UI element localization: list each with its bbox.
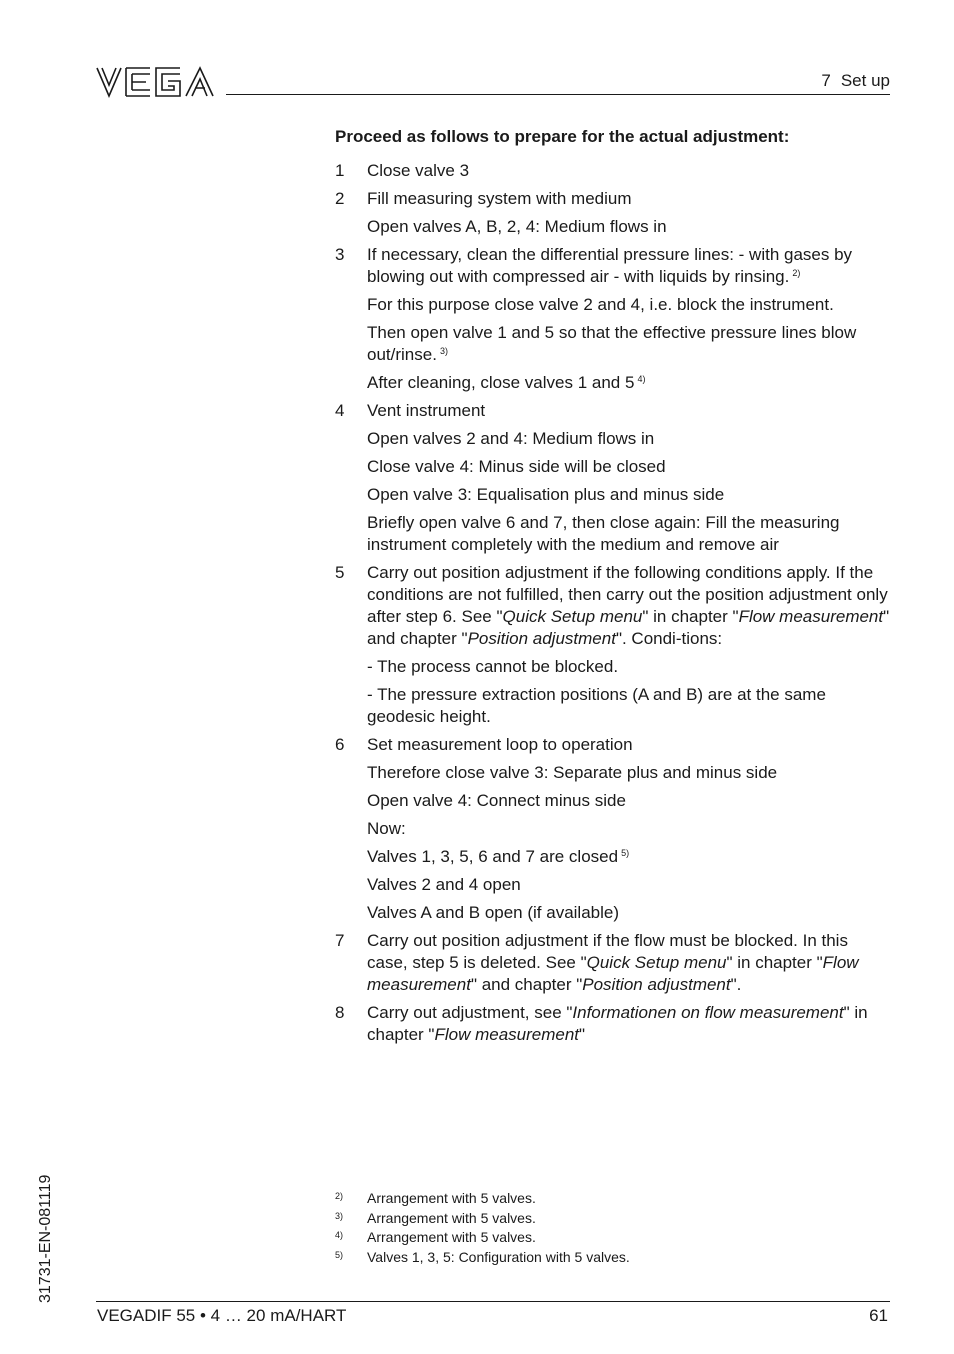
footnote-mark: 3): [335, 1210, 344, 1221]
step-text-run: Carry out position adjustment if the flow must be blocked. In this case, step 5 is deleted. See ": [367, 931, 848, 972]
step-text-run: " and chapter ": [470, 975, 583, 994]
header-rule: [226, 94, 890, 95]
section-heading: [821, 71, 890, 91]
step-text: Open valves 2 and 4: Medium flows in: [367, 429, 655, 448]
step-number: 2: [335, 189, 345, 208]
step-1: [335, 160, 891, 182]
step-number: 7: [335, 931, 345, 950]
step-text: Open valve 3: Equalisation plus and minus side: [367, 485, 725, 504]
step-text-run: ": [579, 1025, 586, 1044]
step-text-run: ". Condi-tions:: [615, 629, 723, 648]
footnote-mark: 2): [335, 1191, 344, 1201]
section-number: 7: [821, 71, 831, 90]
footnote-text: Arrangement with 5 valves.: [367, 1229, 536, 1245]
document-code: 31731-EN-081119: [37, 1174, 54, 1303]
step-text: Valves 2 and 4 open: [367, 875, 521, 894]
section-title: Set up: [840, 71, 890, 90]
step-text: [367, 244, 891, 288]
lead-heading: Proceed as follows to prepare for the actual adjustment:: [335, 127, 790, 146]
step-text: Close valve 3: [367, 161, 470, 180]
step-text: Open valve 4: Connect minus side: [367, 791, 626, 810]
main-content: [335, 126, 891, 1052]
footnotes: [335, 1189, 891, 1267]
footnote: [335, 1189, 891, 1209]
step-text-run: Then open valve 1 and 5 so that the effective pressure lines blow out/rinse.: [367, 323, 857, 364]
step-number: 1: [335, 161, 345, 180]
step-number: 3: [335, 245, 345, 264]
footnote-text: Arrangement with 5 valves.: [367, 1190, 536, 1206]
step-text: Fill measuring system with medium: [367, 189, 632, 208]
step-text: [367, 846, 891, 868]
step-text: Briefly open valve 6 and 7, then close again: Fill the measuring instrument completely with the medium and remove air: [367, 513, 840, 554]
step-number: 5: [335, 563, 345, 582]
step-number: 4: [335, 401, 345, 420]
step-text-run: Carry out position adjustment if the following conditions apply. If the conditions are not fulfilled, then carry out the position adjustment only after step 6. See ": [367, 563, 888, 626]
step-text: Valves A and B open (if available): [367, 903, 620, 922]
section-reference: Informationen on flow measurement: [572, 1003, 844, 1022]
chapter-reference: Flow measurement: [434, 1025, 580, 1044]
condition-text: - The pressure extraction positions (A and B) are at the same geodesic height.: [367, 685, 826, 726]
step-text-run: Valves 1, 3, 5, 6 and 7 are closed: [367, 847, 619, 866]
step-text-run: Carry out adjustment, see ": [367, 1003, 573, 1022]
chapter-reference: Flow measurement: [738, 607, 884, 626]
step-text: Open valves A, B, 2, 4: Medium flows in: [367, 217, 667, 236]
step-text: [367, 1002, 891, 1046]
step-text: Vent instrument: [367, 401, 486, 420]
step-5: [335, 562, 891, 728]
footnote: [335, 1248, 891, 1268]
step-4: [335, 400, 891, 556]
menu-reference: Quick Setup menu: [586, 953, 727, 972]
step-text: Therefore close valve 3: Separate plus and minus side: [367, 763, 778, 782]
step-text-run: " in chapter ": [726, 953, 823, 972]
step-text-run: " in chapter ": [367, 1003, 868, 1044]
menu-reference: Quick Setup menu: [502, 607, 643, 626]
step-3: [335, 244, 891, 394]
step-text: [367, 930, 891, 996]
step-text: [367, 322, 891, 366]
step-text: For this purpose close valve 2 and 4, i.e. block the instrument.: [367, 295, 834, 314]
step-text-run: " and chapter ": [367, 607, 890, 648]
vega-logo: [96, 66, 214, 98]
condition-text: - The process cannot be blocked.: [367, 657, 619, 676]
step-8: [335, 1002, 891, 1046]
footnote-ref: 4): [637, 374, 646, 384]
chapter-reference: Flow measurement: [367, 953, 859, 994]
page-number: 61: [869, 1306, 888, 1325]
footnote-ref: 5): [621, 848, 630, 858]
step-text: Close valve 4: Minus side will be closed: [367, 457, 666, 476]
step-text-run: If necessary, clean the differential pressure lines: - with gases by blowing out with compressed air - with liquids by rinsing.: [367, 245, 853, 286]
footnote-ref: 2): [792, 268, 801, 278]
step-text: Set measurement loop to operation: [367, 735, 633, 754]
chapter-reference: Position adjustment: [467, 629, 616, 648]
step-text-run: After cleaning, close valves 1 and 5: [367, 373, 635, 392]
footnote-text: Arrangement with 5 valves.: [367, 1209, 536, 1226]
footnote-ref: 3): [439, 346, 448, 356]
footnote-mark: 5): [335, 1249, 344, 1260]
step-text-run: " in chapter ": [642, 607, 739, 626]
footnote: [335, 1228, 891, 1248]
step-text: Now:: [367, 819, 406, 838]
footnote-mark: 4): [335, 1230, 344, 1240]
step-2: [335, 188, 891, 238]
step-7: [335, 930, 891, 996]
step-text: [367, 372, 891, 394]
step-text: [367, 562, 891, 650]
step-text-run: ".: [730, 975, 742, 994]
step-number: 6: [335, 735, 345, 754]
step-6: [335, 734, 891, 924]
footnote: [335, 1209, 891, 1229]
footer-rule: [96, 1301, 890, 1302]
step-number: 8: [335, 1003, 345, 1022]
chapter-reference: Position adjustment: [582, 975, 731, 994]
footer-product: VEGADIF 55 • 4 … 20 mA/HART: [97, 1306, 347, 1325]
footnote-text: Valves 1, 3, 5: Configuration with 5 valves.: [367, 1248, 630, 1265]
